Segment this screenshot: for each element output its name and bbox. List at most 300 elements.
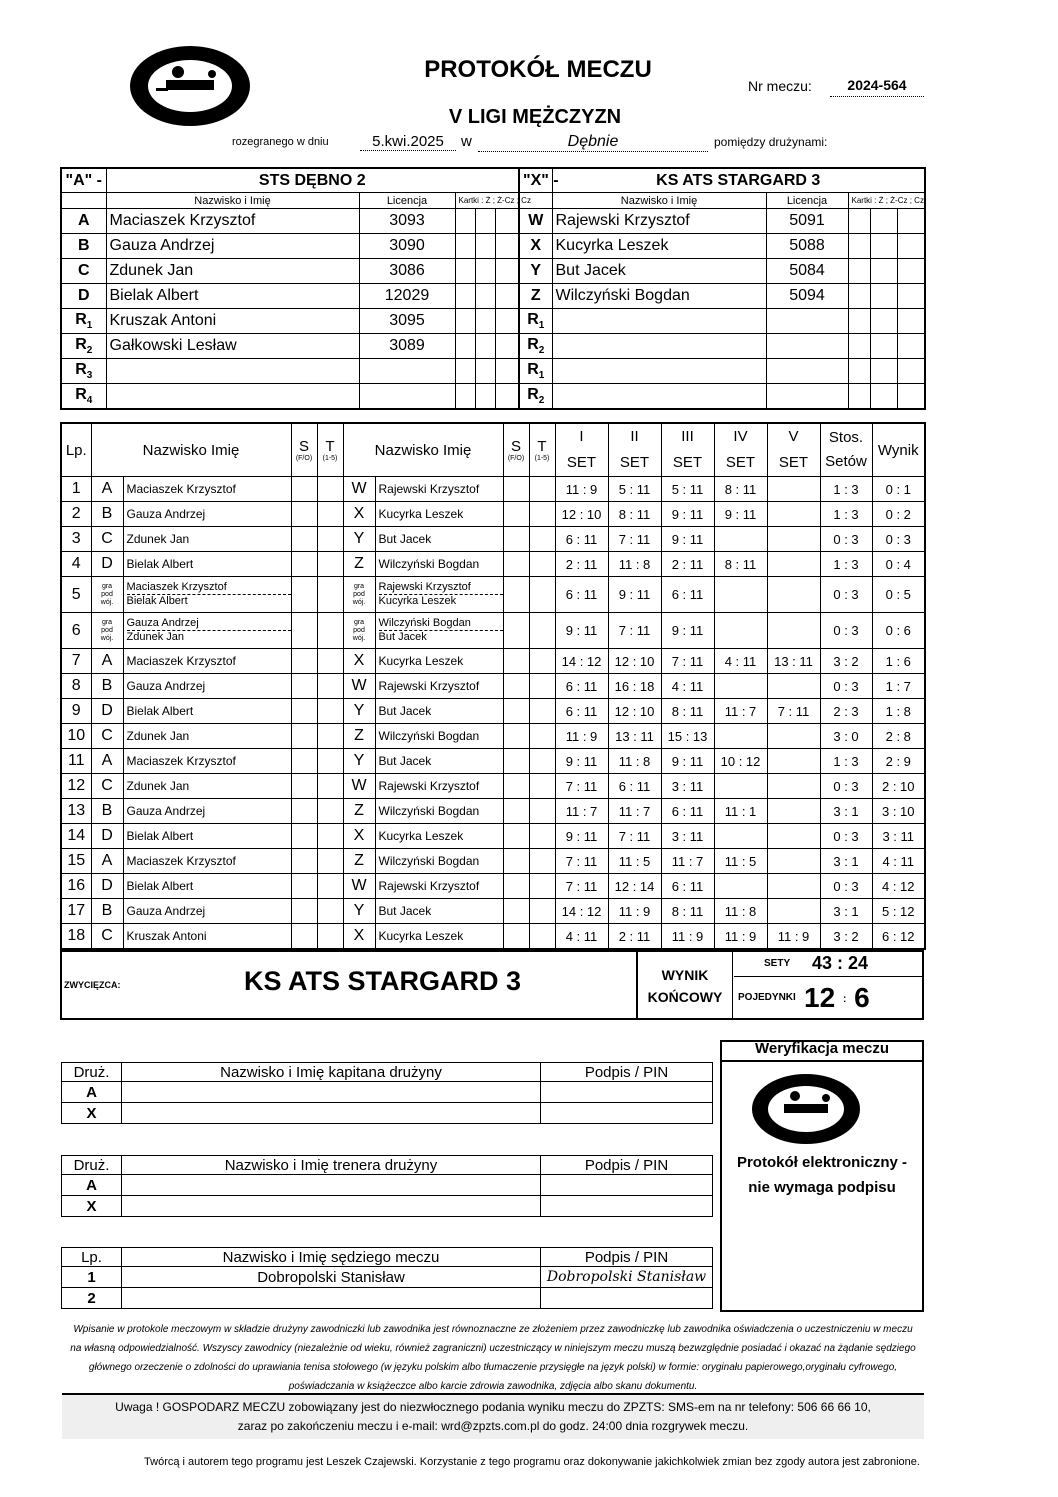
team-column-header: Druż. xyxy=(62,1063,122,1082)
player-license xyxy=(766,309,848,334)
player-a-name: Maciaszek Krzysztof xyxy=(123,749,291,774)
referee-1-name[interactable]: Dobropolski Stanisław xyxy=(122,1267,541,1288)
s-cell xyxy=(291,774,317,799)
player-code: $R_4$ xyxy=(61,384,106,410)
player-x-code: W xyxy=(343,774,375,799)
t-cell xyxy=(529,849,555,874)
t-cell xyxy=(317,824,343,849)
doubles-game-row xyxy=(61,613,925,649)
card-cell xyxy=(870,359,897,384)
player-name: Maciaszek Krzysztof xyxy=(106,209,359,234)
set-score xyxy=(714,527,767,552)
name-header: Nazwisko i Imię xyxy=(552,193,766,209)
s-cell xyxy=(291,699,317,724)
player-a-code: B xyxy=(91,674,123,699)
captain-a-name[interactable] xyxy=(122,1082,541,1103)
card-cell xyxy=(475,209,495,234)
set-score xyxy=(714,674,767,699)
player-x-name: Wilczyński Bogdan xyxy=(375,724,503,749)
game-row xyxy=(61,824,925,849)
result-header: Wynik xyxy=(872,423,925,477)
ratio-header: Stos. xyxy=(828,429,864,446)
t-cell xyxy=(317,774,343,799)
running-result: 1 : 7 xyxy=(872,674,925,699)
set-score xyxy=(714,774,767,799)
set-score xyxy=(714,724,767,749)
team-a-row: A xyxy=(62,1175,122,1196)
set-score: 8 : 11 xyxy=(714,477,767,502)
player-code: $R_3$ xyxy=(61,359,106,384)
card-cell xyxy=(475,359,495,384)
card-cell xyxy=(495,309,519,334)
s-cell xyxy=(503,724,529,749)
set-score: 2 : 11 xyxy=(555,552,608,577)
t-cell xyxy=(317,477,343,502)
player-row xyxy=(519,234,925,259)
t-cell xyxy=(317,613,343,649)
running-result: 2 : 9 xyxy=(872,749,925,774)
games-label: POJEDYNKI xyxy=(738,992,796,1003)
player-a-code: A xyxy=(91,649,123,674)
player-x-name: Wilczyński Bogdan xyxy=(375,552,503,577)
set-score: 7 : 11 xyxy=(767,699,820,724)
player-license xyxy=(359,384,455,410)
running-result: 5 : 12 xyxy=(872,899,925,924)
running-result: 4 : 12 xyxy=(872,874,925,899)
player-row xyxy=(519,284,925,309)
t-cell xyxy=(529,552,555,577)
s-cell xyxy=(503,502,529,527)
doubles-pair-x xyxy=(375,613,503,649)
coach-a-name[interactable] xyxy=(122,1175,541,1196)
set-score: 6 : 11 xyxy=(661,874,714,899)
player-a-code: A xyxy=(91,849,123,874)
s-cell xyxy=(291,924,317,950)
set-score: 11 : 9 xyxy=(555,724,608,749)
player-a-code: D xyxy=(91,552,123,577)
set-score: 11 : 8 xyxy=(714,899,767,924)
set-score: 6 : 11 xyxy=(555,577,608,613)
set-score: 11 : 9 xyxy=(767,924,820,950)
card-cell xyxy=(455,309,475,334)
sets-ratio: 3 : 1 xyxy=(820,899,872,924)
divider xyxy=(636,950,638,1020)
player-x-code: W xyxy=(343,674,375,699)
cards-header: Kartki : Ż ; Ż-Cz ; Cz xyxy=(455,193,519,209)
set-4-header: IV xyxy=(733,428,748,445)
between-label: pomiędzy drużynami: xyxy=(714,135,828,149)
set-score: 10 : 12 xyxy=(714,749,767,774)
t-cell xyxy=(317,577,343,613)
sets-ratio: 0 : 3 xyxy=(820,774,872,799)
player-row xyxy=(61,359,519,384)
s-cell xyxy=(291,502,317,527)
player-code: D xyxy=(61,284,106,309)
card-cell xyxy=(455,334,475,359)
player-name: Kucyrka Leszek xyxy=(379,594,503,608)
card-cell xyxy=(475,284,495,309)
signature-header: Podpis / PIN xyxy=(541,1248,713,1267)
t-cell xyxy=(317,502,343,527)
player-license: 5088 xyxy=(766,234,848,259)
coach-x-signature[interactable] xyxy=(541,1196,713,1217)
sets-score: 43 : 24 xyxy=(812,953,869,973)
s-cell xyxy=(291,824,317,849)
set-score: 7 : 11 xyxy=(661,649,714,674)
s-cell xyxy=(291,849,317,874)
set-score: 6 : 11 xyxy=(608,774,661,799)
player-name: Bielak Albert xyxy=(106,284,359,309)
card-cell xyxy=(495,359,519,384)
set-score: 11 : 7 xyxy=(714,699,767,724)
player-name: Rajewski Krzysztof xyxy=(378,581,471,593)
doubles-tag: gra pod wój. xyxy=(91,613,123,649)
game-number: 1 xyxy=(61,477,91,502)
player-a-name: Maciaszek Krzysztof xyxy=(123,477,291,502)
card-cell xyxy=(848,359,870,384)
t-cell xyxy=(529,824,555,849)
set-score: 6 : 11 xyxy=(661,577,714,613)
player-row xyxy=(519,309,925,334)
game-number: 18 xyxy=(61,924,91,950)
set-score xyxy=(714,824,767,849)
coach-a-signature[interactable] xyxy=(541,1175,713,1196)
player-code: $R_2$ xyxy=(519,334,552,359)
player-x-code: X xyxy=(343,502,375,527)
s-cell xyxy=(503,674,529,699)
player-license: 5084 xyxy=(766,259,848,284)
game-number: 9 xyxy=(61,699,91,724)
sets-ratio: 3 : 2 xyxy=(820,649,872,674)
player-x-name: But Jacek xyxy=(375,527,503,552)
s-cell xyxy=(503,874,529,899)
running-result: 1 : 6 xyxy=(872,649,925,674)
running-result: 0 : 6 xyxy=(872,613,925,649)
s-cell xyxy=(291,674,317,699)
player-a-code: C xyxy=(91,924,123,950)
t-cell xyxy=(529,799,555,824)
player-license: 3093 xyxy=(359,209,455,234)
set-score: 2 : 11 xyxy=(608,924,661,950)
player-name: Zdunek Jan xyxy=(106,259,359,284)
set-score xyxy=(767,724,820,749)
player-row xyxy=(519,359,925,384)
played-label: rozegranego w dniu xyxy=(232,136,329,148)
t-cell xyxy=(317,749,343,774)
sets-ratio: 0 : 3 xyxy=(820,577,872,613)
s-cell xyxy=(503,699,529,724)
player-license: 3095 xyxy=(359,309,455,334)
set-score: 3 : 11 xyxy=(661,824,714,849)
game-row xyxy=(61,749,925,774)
player-row xyxy=(61,234,519,259)
player-code: $R_2$ xyxy=(519,384,552,410)
player-x-name: Rajewski Krzysztof xyxy=(375,674,503,699)
s-cell xyxy=(503,774,529,799)
player-x-code: Z xyxy=(343,799,375,824)
referee-row-number: 2 xyxy=(62,1288,122,1309)
s-cell xyxy=(503,849,529,874)
card-cell xyxy=(897,384,925,410)
set-score: 11 : 9 xyxy=(608,899,661,924)
player-x-name: Kucyrka Leszek xyxy=(375,824,503,849)
card-cell xyxy=(455,359,475,384)
t-cell xyxy=(529,674,555,699)
game-row xyxy=(61,674,925,699)
player-code: X xyxy=(519,234,552,259)
game-row xyxy=(61,874,925,899)
game-number: 6 xyxy=(61,613,91,649)
set-score xyxy=(714,577,767,613)
player-a-name: Bielak Albert xyxy=(123,699,291,724)
player-a-code: B xyxy=(91,502,123,527)
captain-x-signature[interactable] xyxy=(541,1103,713,1124)
set-score: 11 : 7 xyxy=(661,849,714,874)
sets-ratio: 1 : 3 xyxy=(820,552,872,577)
t-cell xyxy=(317,924,343,950)
card-cell xyxy=(897,209,925,234)
player-x-code: Y xyxy=(343,899,375,924)
referee-1-signature[interactable]: Dobropolski Stanisław xyxy=(541,1267,713,1288)
divider xyxy=(732,950,733,1020)
player-a-name: Bielak Albert xyxy=(123,824,291,849)
card-cell xyxy=(475,309,495,334)
game-number: 17 xyxy=(61,899,91,924)
card-cell xyxy=(475,334,495,359)
referee-name-header: Nazwisko i Imię sędziego meczu xyxy=(122,1248,541,1267)
sets-ratio: 0 : 3 xyxy=(820,613,872,649)
set-score: 12 : 14 xyxy=(608,874,661,899)
notice-text: Uwaga ! GOSPODARZ MECZU zobowiązany jest do niezwłocznego podania wyniku meczu do ZPZTS: SMS-em na nr telefony: 506 66 66 10, zaraz po zakończeniu meczu i e-mail: wrd@zpzts.com.pl do godz. 24:00 dnia rozgrywek meczu. xyxy=(115,1400,871,1433)
player-code: Z xyxy=(519,284,552,309)
set-score: 5 : 11 xyxy=(608,477,661,502)
player-name xyxy=(552,384,766,410)
game-number: 14 xyxy=(61,824,91,849)
captain-x-name[interactable] xyxy=(122,1103,541,1124)
games-table: Lp. Nazwisko Imię S (F/O) T (1-5) Nazwisko Imię S (F/O) T (1-5) I SET II SET III SET IV SET V SET Stos. Setów Wynik 1 A Maciaszek Krzysztof W Rajewski Krzysztof 11 : 9 5 : 11 5 : 11 8 : 11 1 : 3 0 : 1 2 B Gauza Andrzej X Kucyrka Leszek 12 : 10 8 : 11 9 : 11 9 : 11 1 : 3 0 : 2 3 C Zdunek Jan Y But Jacek 6 : 11 7 : 11 9 : 11 0 : 3 0 : 3 4 D Bielak Albert Z Wilczyński Bogdan 2 : 11 11 : 8 2 : 11 8 : 11 1 : 3 0 : 4 5 gra pod wój. Maciaszek Krzysztof Bielak Albert gra pod wój. Rajewski Krzysztof Kucyrka Leszek 6 : 11 9 : 11 6 : 11 0 : 3 0 : 5 6 gra pod wój. Gauza Andrzej Zdunek Jan gra pod wój. Wilczyński Bogdan But Jacek 9 : 11 7 : 11 9 : 11 0 : 3 0 : 6 7 A Maciaszek Krzysztof X Kucyrka Leszek 14 : 12 12 : 10 7 : 11 4 : 11 13 : 11 3 : 2 1 : 6 8 B Gauza Andrzej W Rajewski Krzysztof 6 : 11 16 : 18 4 : 11 0 : 3 1 : 7 9 D Bielak Albert Y But Jacek 6 : 11 12 : 10 8 : 11 11 : 7 7 : 11 2 : 3 1 : 8 10 C Zdunek Jan Z Wilczyński Bogdan 11 : 9 13 : 11 15 : 13 3 : 0 2 : 8 11 A Maciaszek Krzysztof Y But Jacek 9 : 11 11 : 8 9 : 11 10 : 12 1 : 3 2 : 9 12 C Zdunek Jan W Rajewski Krzysztof 7 : 11 6 : 11 3 : 11 0 : 3 2 : 10 13 B Gauza Andrzej Z Wilczyński Bogdan 11 : 7 11 : 7 6 : 11 11 : 1 3 : 1 3 : 10 14 D Bielak Albert X Kucyrka Leszek 9 : 11 7 : 11 3 : 11 0 : 3 3 : 11 15 A Maciaszek Krzysztof Z Wilczyński Bogdan 7 : 11 11 : 5 11 : 7 11 : 5 3 : 1 4 : 11 16 D Bielak Albert W Rajewski Krzysztof 7 : 11 12 : 14 6 : 11 0 : 3 4 : 12 17 B Gauza Andrzej Y But Jacek 14 : 12 11 : 9 8 : 11 11 : 8 3 : 1 5 : 12 18 C Kruszak Antoni X Kucyrka Leszek 4 : 11 2 : 11 11 : 9 11 : 9 11 : 9 3 : 2 6 : 12 xyxy=(60,422,926,950)
running-result: 3 : 11 xyxy=(872,824,925,849)
card-cell xyxy=(455,259,475,284)
player-code: W xyxy=(519,209,552,234)
sets-ratio: 0 : 3 xyxy=(820,527,872,552)
lp-header: Lp. xyxy=(62,1248,122,1267)
referee-2-name[interactable] xyxy=(122,1288,541,1309)
set-score xyxy=(767,552,820,577)
player-name: Zdunek Jan xyxy=(127,630,291,644)
page-title: PROTOKÓŁ MECZU xyxy=(424,56,652,83)
s-cell xyxy=(503,824,529,849)
team-a-row: A xyxy=(62,1082,122,1103)
s-cell xyxy=(291,613,317,649)
card-cell xyxy=(897,259,925,284)
player-name xyxy=(552,309,766,334)
set-score: 9 : 11 xyxy=(661,613,714,649)
referee-2-signature[interactable] xyxy=(541,1288,713,1309)
card-cell xyxy=(495,259,519,284)
card-cell xyxy=(455,384,475,410)
author-note: Twórcą i autorem tego programu jest Leszek Czajewski. Korzystanie z tego programu oraz dokonywanie jakichkolwiek zmian bez zgody autora jest zabronione. xyxy=(144,1456,920,1468)
player-code: Y xyxy=(519,259,552,284)
name-x-header: Nazwisko Imię xyxy=(343,423,503,477)
referee-row-number: 1 xyxy=(62,1267,122,1288)
set-5-header: V xyxy=(788,428,799,445)
player-x-name: Rajewski Krzysztof xyxy=(375,477,503,502)
game-row xyxy=(61,699,925,724)
player-license: 3090 xyxy=(359,234,455,259)
name-header: Nazwisko i Imię xyxy=(106,193,359,209)
s-cell xyxy=(291,799,317,824)
doubles-pair-a xyxy=(123,613,291,649)
doubles-pair-x xyxy=(375,577,503,613)
player-x-name: Kucyrka Leszek xyxy=(375,502,503,527)
t-cell xyxy=(317,849,343,874)
set-score xyxy=(714,874,767,899)
coach-name-header: Nazwisko i Imię trenera drużyny xyxy=(122,1156,541,1175)
s-cell xyxy=(291,649,317,674)
card-cell xyxy=(455,209,475,234)
player-a-code: C xyxy=(91,724,123,749)
running-result: 6 : 12 xyxy=(872,924,925,950)
card-cell xyxy=(475,259,495,284)
player-x-name: Wilczyński Bogdan xyxy=(375,799,503,824)
game-number: 10 xyxy=(61,724,91,749)
set-score xyxy=(767,899,820,924)
set-score: 11 : 5 xyxy=(608,849,661,874)
card-cell xyxy=(848,334,870,359)
card-cell xyxy=(848,309,870,334)
set-score: 11 : 7 xyxy=(608,799,661,824)
card-cell xyxy=(495,384,519,410)
coach-x-name[interactable] xyxy=(122,1196,541,1217)
card-cell xyxy=(897,234,925,259)
player-a-name: Zdunek Jan xyxy=(123,527,291,552)
player-row xyxy=(519,209,925,234)
set-score: 7 : 11 xyxy=(555,774,608,799)
sets-label: SETY xyxy=(764,958,791,969)
t-cell xyxy=(529,649,555,674)
player-license: 3086 xyxy=(359,259,455,284)
game-row xyxy=(61,924,925,950)
player-x-code: Y xyxy=(343,527,375,552)
player-license: 5094 xyxy=(766,284,848,309)
name-a-header: Nazwisko Imię xyxy=(91,423,291,477)
s-cell xyxy=(291,552,317,577)
running-result: 0 : 4 xyxy=(872,552,925,577)
s-cell xyxy=(503,924,529,950)
game-row xyxy=(61,799,925,824)
captain-a-signature[interactable] xyxy=(541,1082,713,1103)
running-result: 2 : 8 xyxy=(872,724,925,749)
team-x-name: KS ATS STARGARD 3 xyxy=(552,168,925,193)
set-score: 15 : 13 xyxy=(661,724,714,749)
player-row xyxy=(519,334,925,359)
card-cell xyxy=(495,234,519,259)
sets-ratio: 3 : 0 xyxy=(820,724,872,749)
player-x-name: Rajewski Krzysztof xyxy=(375,874,503,899)
set-score: 6 : 11 xyxy=(555,674,608,699)
card-cell xyxy=(870,259,897,284)
player-x-code: Y xyxy=(343,699,375,724)
team-x-row: X xyxy=(62,1196,122,1217)
t-cell xyxy=(529,774,555,799)
final-result-label: WYNIK KOŃCOWY xyxy=(647,967,723,1005)
t-cell xyxy=(317,674,343,699)
t-cell xyxy=(317,874,343,899)
divider xyxy=(734,976,924,977)
running-result: 0 : 5 xyxy=(872,577,925,613)
set-score: 8 : 11 xyxy=(608,502,661,527)
sets-ratio: 1 : 3 xyxy=(820,477,872,502)
player-license: 12029 xyxy=(359,284,455,309)
set-score: 11 : 9 xyxy=(714,924,767,950)
s-cell xyxy=(503,613,529,649)
set-score xyxy=(767,874,820,899)
player-a-name: Gauza Andrzej xyxy=(123,799,291,824)
team-x-label: "X" - xyxy=(519,168,552,193)
card-cell xyxy=(897,359,925,384)
team-a-table xyxy=(60,167,531,410)
game-number: 7 xyxy=(61,649,91,674)
t-cell xyxy=(529,924,555,950)
player-a-name: Bielak Albert xyxy=(123,874,291,899)
card-cell xyxy=(455,284,475,309)
set-score: 11 : 9 xyxy=(555,477,608,502)
player-a-name: Gauza Andrzej xyxy=(123,899,291,924)
game-number: 2 xyxy=(61,502,91,527)
game-row xyxy=(61,849,925,874)
player-x-code: W xyxy=(343,874,375,899)
running-result: 0 : 2 xyxy=(872,502,925,527)
card-cell xyxy=(870,309,897,334)
player-x-name: But Jacek xyxy=(375,899,503,924)
set-score: 11 : 7 xyxy=(555,799,608,824)
s-cell xyxy=(503,527,529,552)
set-score xyxy=(767,824,820,849)
t-cell xyxy=(529,613,555,649)
player-a-code: B xyxy=(91,799,123,824)
card-cell xyxy=(495,209,519,234)
game-row xyxy=(61,502,925,527)
cards-header: Kartki : Ż ; Ż-Cz ; Cz xyxy=(848,193,925,209)
t-cell xyxy=(529,724,555,749)
player-row xyxy=(61,284,519,309)
card-cell xyxy=(848,209,870,234)
declaration-text: Wpisanie w protokole meczowym w składzie drużyny zawodniczki lub zawodnika jest równoznaczne ze złożeniem przez zawodniczkę lub zawodnika oświadczenia o uczestniczeniu w meczu na własną odpowiedzialność. Wszyscy zawodnicy (niezależnie od wieku, również zagraniczni) uczestniczący w niniejszym meczu muszą bezwzględnie posiadać i okazać na żądanie sędziego głównego orzeczenie o zdolności do uprawiania tenisa stołowego (w języku polskim albo tłumaczenie przysięgłe na język polski) w formie: oryginału papierowego,oryginału cyfrowego, poświadczania w książeczce albo karcie zdrowia zawodnika, zdjęcia albo skanu dokumentu. xyxy=(70,1324,916,1392)
game-number: 13 xyxy=(61,799,91,824)
player-name: Kruszak Antoni xyxy=(106,309,359,334)
federation-logo xyxy=(750,1072,862,1146)
player-a-code: A xyxy=(91,477,123,502)
lp-header: Lp. xyxy=(61,423,91,477)
t-header: T xyxy=(537,437,547,455)
player-x-name: Kucyrka Leszek xyxy=(375,924,503,950)
set-score: 11 : 8 xyxy=(608,749,661,774)
set-score: 9 : 11 xyxy=(555,824,608,849)
set-score: 8 : 11 xyxy=(661,899,714,924)
set-score xyxy=(767,477,820,502)
game-row xyxy=(61,649,925,674)
set-1-header: I xyxy=(579,428,584,445)
set-score: 11 : 5 xyxy=(714,849,767,874)
card-cell xyxy=(897,334,925,359)
set-score xyxy=(767,502,820,527)
player-x-code: W xyxy=(343,477,375,502)
sets-ratio: 0 : 3 xyxy=(820,874,872,899)
player-code: $R_1$ xyxy=(519,359,552,384)
player-a-code: C xyxy=(91,774,123,799)
s-cell xyxy=(503,552,529,577)
card-cell xyxy=(897,309,925,334)
